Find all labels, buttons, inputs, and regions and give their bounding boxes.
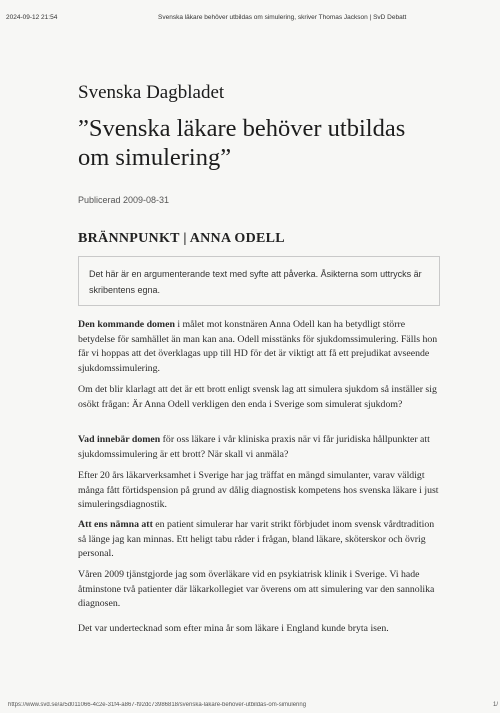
paragraph-text: i målet mot konstnären Anna Odell kan ha betydligt större betydelse för samhället än man kan ana. Odell misstänks för sjukdomssimulering. Fälls hon får vi hoppas att det överklagas upp till HD för det är viktigt att få ett prejudikat avseende sjukdomssimulering. — [78, 319, 438, 374]
publish-date: Publicerad 2009-08-31 — [78, 195, 170, 205]
print-page-title: Svenska läkare behöver utbildas om simulering, skriver Thomas Jackson | SvD Debatt — [158, 14, 407, 21]
body-paragraph — [78, 433, 442, 462]
disclaimer-text: Det här är en argumenterande text med syfte att påverka. Åsikterna som uttrycks är skribentens egna. — [89, 269, 422, 295]
page-number: 1/ — [492, 702, 498, 708]
print-date: 2024-09-12 21:54 — [6, 14, 58, 21]
paragraph-text: Efter 20 års läkarverksamhet i Sverige har jag träffat en mängd simulanter, varav väldigt många fått förtidspension på grund av dålig diagnostisk kompetens hos svenska läkare i just simuleringsdiagnostik. — [78, 470, 439, 510]
paragraph-text: Våren 2009 tjänstgjorde jag som överläkare vid en psykiatrisk klinik i Sverige. Vi hade åtminstone två patienter där läkarkollegiet var överens om att simulering var den sannolika diagnosen. — [78, 569, 435, 609]
paragraph-lead: Den kommande domen — [78, 319, 175, 330]
print-header — [0, 0, 500, 40]
body-paragraph — [78, 518, 442, 562]
paragraph-text: för oss läkare i vår kliniska praxis när vi får juridiska hållpunkter att sjukdomssimulering är ett brott? När skall vi anmäla? — [78, 434, 430, 460]
body-paragraph — [78, 469, 442, 513]
paragraph-text: en patient simulerar har varit strikt förbjudet inom svensk vårdtradition så länge jag kan minnas. Ett heligt tabu råder i frågan, bland läkare, sköterskor och övrig personal. — [78, 519, 435, 559]
body-paragraph — [78, 568, 442, 612]
body-paragraph — [78, 383, 442, 412]
headline: ”Svenska läkare behöver utbildas om simulering” — [78, 115, 406, 171]
print-footer-url: https://www.svd.se/a/5d011066-4c2e-31f4-a867-f92dc73986818/svenska-lakare-behover-utbildas-om-simulering — [8, 702, 307, 708]
masthead-logo: Svenska Dagbladet — [78, 82, 225, 103]
paragraph-lead: Vad innebär domen — [78, 434, 161, 445]
paragraph-text: Det var undertecknad som efter mina år som läkare i England kunde bryta isen. — [78, 623, 389, 634]
paragraph-text: Om det blir klarlagt att det är ett brott enligt svensk lag att simulera sjukdom så inställer sig osökt frågan: Är Anna Odell verkligen den enda i Sverige som simulerat sjukdom? — [78, 384, 437, 410]
body-paragraph — [78, 622, 442, 637]
opinion-disclaimer-box — [78, 256, 440, 306]
body-paragraph — [78, 318, 442, 376]
paragraph-lead: Att ens nämna att — [78, 519, 153, 530]
rubric: BRÄNNPUNKT | ANNA ODELL — [78, 231, 285, 246]
